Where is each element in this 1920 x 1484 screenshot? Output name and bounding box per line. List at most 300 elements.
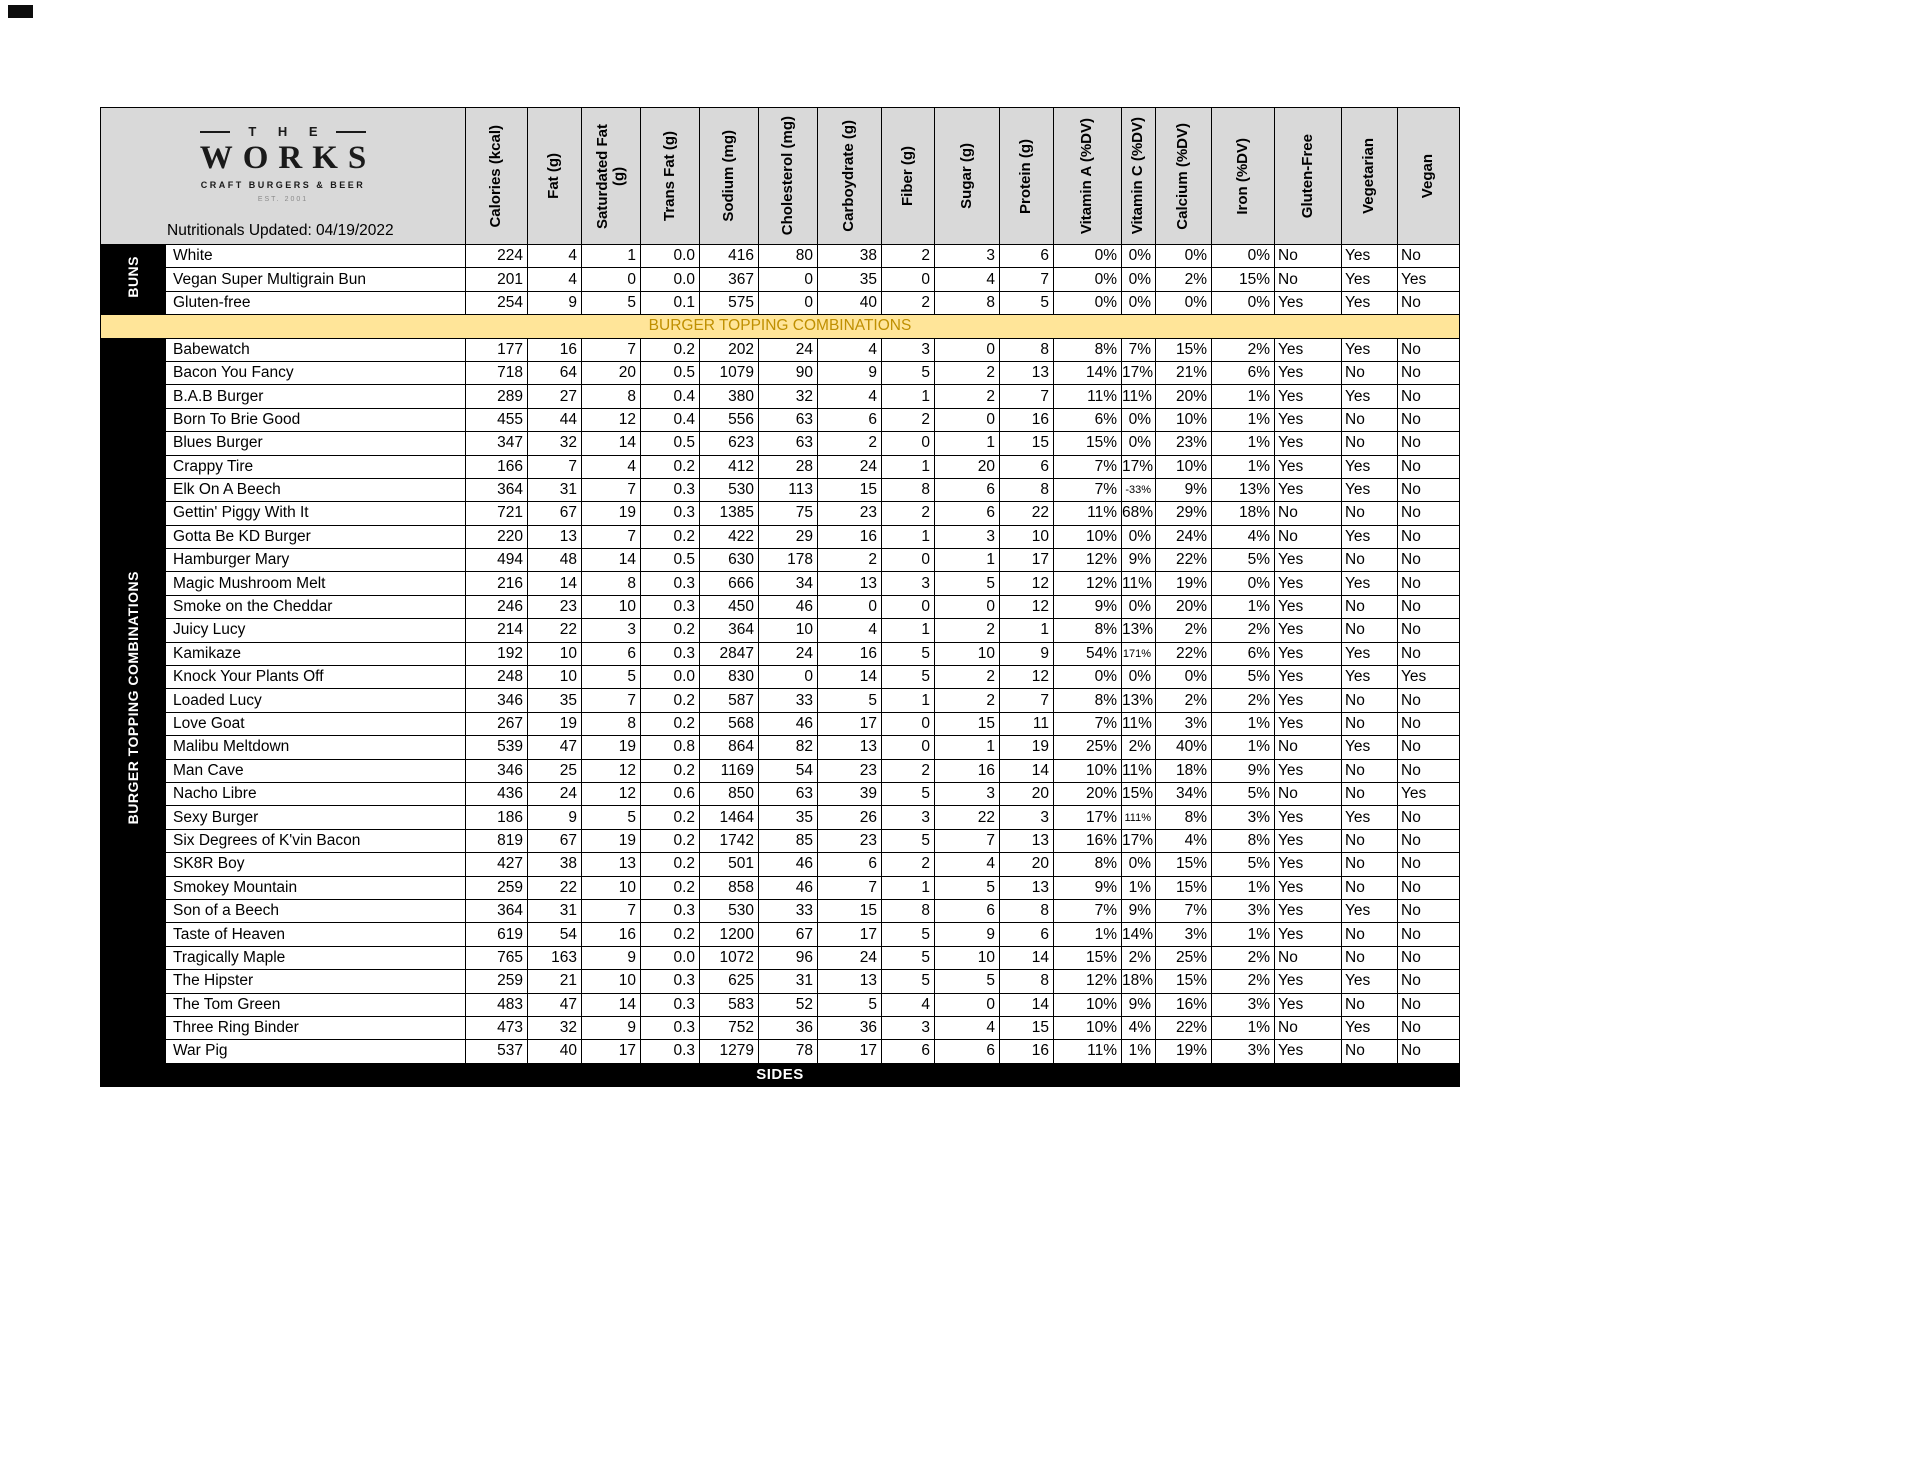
value-cell: 46 <box>759 712 818 735</box>
value-cell: 483 <box>466 993 528 1016</box>
value-cell: 3% <box>1212 1040 1275 1063</box>
value-cell: 2 <box>935 619 1000 642</box>
value-cell: 0.3 <box>641 970 700 993</box>
table-row <box>101 1016 1460 1039</box>
value-cell: 16 <box>1000 1040 1054 1063</box>
table-row <box>101 666 1460 689</box>
value-cell: 12 <box>1000 595 1054 618</box>
item-name: Loaded Lucy <box>166 689 466 712</box>
value-cell: 29% <box>1156 502 1212 525</box>
item-name: Nacho Libre <box>166 782 466 805</box>
value-cell: 0% <box>1054 291 1122 314</box>
value-cell: 346 <box>466 759 528 782</box>
value-cell: 619 <box>466 923 528 946</box>
value-cell: Yes <box>1342 572 1398 595</box>
value-cell: 0% <box>1122 595 1156 618</box>
value-cell: Yes <box>1275 619 1342 642</box>
value-cell: Yes <box>1342 666 1398 689</box>
value-cell: 7 <box>582 899 641 922</box>
value-cell: 666 <box>700 572 759 595</box>
value-cell: No <box>1398 291 1460 314</box>
value-cell: 3 <box>935 782 1000 805</box>
value-cell: 15% <box>1212 268 1275 291</box>
table-row <box>101 291 1460 314</box>
value-cell: 0.0 <box>641 245 700 268</box>
value-cell: 623 <box>700 432 759 455</box>
value-cell: 8 <box>935 291 1000 314</box>
table-row <box>101 923 1460 946</box>
value-cell: 0.3 <box>641 642 700 665</box>
item-name: War Pig <box>166 1040 466 1063</box>
value-cell: No <box>1275 502 1342 525</box>
value-cell: 0.2 <box>641 829 700 852</box>
value-cell: 5% <box>1212 549 1275 572</box>
value-cell: 15% <box>1054 432 1122 455</box>
value-cell: 10% <box>1156 408 1212 431</box>
value-cell: 3% <box>1212 899 1275 922</box>
value-cell: No <box>1342 759 1398 782</box>
item-name: B.A.B Burger <box>166 385 466 408</box>
value-cell: No <box>1398 549 1460 572</box>
table-row <box>101 993 1460 1016</box>
value-cell: 4 <box>528 268 582 291</box>
value-cell: 4% <box>1122 1016 1156 1039</box>
value-cell: 16 <box>1000 408 1054 431</box>
value-cell: 1% <box>1212 1016 1275 1039</box>
value-cell: 46 <box>759 853 818 876</box>
value-cell: 171% <box>1122 642 1156 665</box>
value-cell: -33% <box>1122 478 1156 501</box>
value-cell: No <box>1398 245 1460 268</box>
value-cell: 35 <box>818 268 882 291</box>
value-cell: 24 <box>759 642 818 665</box>
table-row <box>101 736 1460 759</box>
value-cell: 0 <box>882 595 935 618</box>
value-cell: 8 <box>1000 899 1054 922</box>
value-cell: 0 <box>935 338 1000 361</box>
column-header: Saturdated Fat (g) <box>582 108 641 245</box>
value-cell: 1% <box>1122 876 1156 899</box>
value-cell: 1 <box>935 549 1000 572</box>
value-cell: 494 <box>466 549 528 572</box>
value-cell: 224 <box>466 245 528 268</box>
value-cell: 75 <box>759 502 818 525</box>
item-name: Six Degrees of K'vin Bacon <box>166 829 466 852</box>
value-cell: 2847 <box>700 642 759 665</box>
value-cell: No <box>1342 502 1398 525</box>
value-cell: Yes <box>1275 549 1342 572</box>
value-cell: 0 <box>818 595 882 618</box>
value-cell: Yes <box>1275 759 1342 782</box>
value-cell: 14 <box>582 993 641 1016</box>
value-cell: No <box>1342 876 1398 899</box>
value-cell: 9% <box>1054 595 1122 618</box>
value-cell: Yes <box>1275 666 1342 689</box>
value-cell: 34 <box>759 572 818 595</box>
value-cell: 0.2 <box>641 455 700 478</box>
column-header: Fiber (g) <box>882 108 935 245</box>
value-cell: 0.3 <box>641 478 700 501</box>
value-cell: 5 <box>882 782 935 805</box>
value-cell: 21 <box>528 970 582 993</box>
value-cell: 6 <box>882 1040 935 1063</box>
value-cell: 18% <box>1212 502 1275 525</box>
value-cell: 20% <box>1156 385 1212 408</box>
value-cell: 8 <box>582 385 641 408</box>
value-cell: 17 <box>1000 549 1054 572</box>
value-cell: 6 <box>935 1040 1000 1063</box>
value-cell: 530 <box>700 478 759 501</box>
column-header: Vitamin C (%DV) <box>1122 108 1156 245</box>
value-cell: 20 <box>582 361 641 384</box>
value-cell: 0.4 <box>641 385 700 408</box>
table-row <box>101 689 1460 712</box>
column-header: Vitamin A (%DV) <box>1054 108 1122 245</box>
value-cell: 17% <box>1054 806 1122 829</box>
value-cell: Yes <box>1275 1040 1342 1063</box>
value-cell: 13 <box>1000 361 1054 384</box>
value-cell: 259 <box>466 876 528 899</box>
value-cell: 364 <box>466 899 528 922</box>
value-cell: 0% <box>1212 245 1275 268</box>
value-cell: 0% <box>1122 853 1156 876</box>
value-cell: Yes <box>1275 712 1342 735</box>
value-cell: 15 <box>1000 432 1054 455</box>
value-cell: 7 <box>528 455 582 478</box>
value-cell: 0.2 <box>641 712 700 735</box>
value-cell: 48 <box>528 549 582 572</box>
value-cell: No <box>1342 689 1398 712</box>
table-row <box>101 759 1460 782</box>
value-cell: 0% <box>1156 245 1212 268</box>
value-cell: 2 <box>882 245 935 268</box>
value-cell: No <box>1275 525 1342 548</box>
value-cell: Yes <box>1342 455 1398 478</box>
value-cell: 24 <box>528 782 582 805</box>
value-cell: Yes <box>1275 993 1342 1016</box>
table-row <box>101 595 1460 618</box>
brand-tagline: CRAFT BURGERS & BEER <box>200 180 366 190</box>
value-cell: 6 <box>1000 455 1054 478</box>
value-cell: 15 <box>818 478 882 501</box>
value-cell: 422 <box>700 525 759 548</box>
value-cell: 177 <box>466 338 528 361</box>
value-cell: 556 <box>700 408 759 431</box>
value-cell: 14% <box>1054 361 1122 384</box>
column-header: Cholesterol (mg) <box>759 108 818 245</box>
brand-est: EST. 2001 <box>257 196 309 203</box>
value-cell: 4 <box>818 385 882 408</box>
value-cell: 10 <box>759 619 818 642</box>
value-cell: 0.3 <box>641 993 700 1016</box>
value-cell: 10 <box>935 642 1000 665</box>
value-cell: 0.0 <box>641 946 700 969</box>
brand-works-text: WORKS <box>199 140 377 176</box>
value-cell: 7 <box>1000 689 1054 712</box>
value-cell: 19 <box>1000 736 1054 759</box>
value-cell: 9 <box>1000 642 1054 665</box>
item-name: Smokey Mountain <box>166 876 466 899</box>
value-cell: 15 <box>818 899 882 922</box>
item-name: Knock Your Plants Off <box>166 666 466 689</box>
value-cell: 11% <box>1054 1040 1122 1063</box>
value-cell: No <box>1398 385 1460 408</box>
value-cell: Yes <box>1342 736 1398 759</box>
value-cell: 1079 <box>700 361 759 384</box>
value-cell: 0% <box>1156 291 1212 314</box>
value-cell: Yes <box>1275 642 1342 665</box>
value-cell: 14 <box>1000 946 1054 969</box>
value-cell: 5 <box>582 806 641 829</box>
value-cell: 14 <box>582 432 641 455</box>
value-cell: 2 <box>882 408 935 431</box>
value-cell: Yes <box>1342 806 1398 829</box>
value-cell: Yes <box>1342 338 1398 361</box>
value-cell: 18% <box>1122 970 1156 993</box>
value-cell: No <box>1398 970 1460 993</box>
value-cell: 0.3 <box>641 1016 700 1039</box>
value-cell: 587 <box>700 689 759 712</box>
column-header: Vegan <box>1398 108 1460 245</box>
value-cell: 5% <box>1212 666 1275 689</box>
table-row <box>101 806 1460 829</box>
value-cell: 0% <box>1054 268 1122 291</box>
value-cell: 5 <box>882 923 935 946</box>
value-cell: 31 <box>759 970 818 993</box>
table-row <box>101 478 1460 501</box>
value-cell: No <box>1398 712 1460 735</box>
value-cell: No <box>1342 853 1398 876</box>
value-cell: 17% <box>1122 829 1156 852</box>
value-cell: 54 <box>759 759 818 782</box>
value-cell: 15% <box>1156 876 1212 899</box>
value-cell: Yes <box>1275 432 1342 455</box>
column-header: Calcium (%DV) <box>1156 108 1212 245</box>
value-cell: 0.2 <box>641 806 700 829</box>
value-cell: 1072 <box>700 946 759 969</box>
value-cell: No <box>1398 806 1460 829</box>
column-header: Gluten-Free <box>1275 108 1342 245</box>
value-cell: 13% <box>1122 689 1156 712</box>
value-cell: 1% <box>1122 1040 1156 1063</box>
value-cell: 1% <box>1212 455 1275 478</box>
value-cell: 0 <box>882 268 935 291</box>
value-cell: No <box>1342 946 1398 969</box>
table-row <box>101 853 1460 876</box>
value-cell: 22 <box>528 876 582 899</box>
value-cell: 19 <box>528 712 582 735</box>
value-cell: No <box>1398 899 1460 922</box>
value-cell: 11% <box>1122 712 1156 735</box>
section-label: BUNS <box>101 245 166 315</box>
value-cell: 12% <box>1054 549 1122 572</box>
value-cell: 5 <box>882 970 935 993</box>
value-cell: 1% <box>1212 923 1275 946</box>
value-cell: No <box>1342 782 1398 805</box>
value-cell: 0.5 <box>641 361 700 384</box>
value-cell: 67 <box>528 502 582 525</box>
value-cell: No <box>1342 361 1398 384</box>
item-name: Babewatch <box>166 338 466 361</box>
value-cell: 12 <box>1000 666 1054 689</box>
value-cell: 0% <box>1122 666 1156 689</box>
value-cell: 13 <box>528 525 582 548</box>
value-cell: 2% <box>1122 736 1156 759</box>
value-cell: 9% <box>1156 478 1212 501</box>
value-cell: 5 <box>935 572 1000 595</box>
value-cell: 40% <box>1156 736 1212 759</box>
value-cell: 9% <box>1122 549 1156 572</box>
value-cell: 19 <box>582 502 641 525</box>
value-cell: 22 <box>935 806 1000 829</box>
value-cell: 9 <box>582 1016 641 1039</box>
value-cell: 765 <box>466 946 528 969</box>
value-cell: 47 <box>528 993 582 1016</box>
value-cell: Yes <box>1275 689 1342 712</box>
value-cell: 63 <box>759 782 818 805</box>
value-cell: 1% <box>1212 736 1275 759</box>
value-cell: 568 <box>700 712 759 735</box>
item-name: Malibu Meltdown <box>166 736 466 759</box>
value-cell: 4 <box>582 455 641 478</box>
value-cell: Yes <box>1342 642 1398 665</box>
value-cell: 819 <box>466 829 528 852</box>
value-cell: 3 <box>882 572 935 595</box>
value-cell: Yes <box>1398 268 1460 291</box>
table-row <box>101 549 1460 572</box>
item-name: White <box>166 245 466 268</box>
value-cell: 9% <box>1122 899 1156 922</box>
table-row <box>101 245 1460 268</box>
value-cell: No <box>1342 923 1398 946</box>
value-cell: 850 <box>700 782 759 805</box>
value-cell: 15% <box>1122 782 1156 805</box>
item-name: Vegan Super Multigrain Bun <box>166 268 466 291</box>
value-cell: 1 <box>935 432 1000 455</box>
table-row <box>101 432 1460 455</box>
value-cell: 3% <box>1156 923 1212 946</box>
value-cell: 8% <box>1156 806 1212 829</box>
value-cell: 22% <box>1156 1016 1212 1039</box>
value-cell: 7% <box>1054 455 1122 478</box>
value-cell: 1464 <box>700 806 759 829</box>
value-cell: 90 <box>759 361 818 384</box>
item-name: Born To Brie Good <box>166 408 466 431</box>
value-cell: Yes <box>1275 876 1342 899</box>
value-cell: No <box>1398 572 1460 595</box>
value-cell: 15% <box>1156 853 1212 876</box>
value-cell: 5 <box>818 993 882 1016</box>
value-cell: 1% <box>1054 923 1122 946</box>
value-cell: 23 <box>818 759 882 782</box>
value-cell: 289 <box>466 385 528 408</box>
value-cell: 0.3 <box>641 502 700 525</box>
value-cell: 2% <box>1212 619 1275 642</box>
value-cell: 1% <box>1212 595 1275 618</box>
value-cell: 8% <box>1054 689 1122 712</box>
value-cell: 67 <box>759 923 818 946</box>
value-cell: 35 <box>528 689 582 712</box>
value-cell: No <box>1398 829 1460 852</box>
value-cell: 1 <box>882 525 935 548</box>
value-cell: 24 <box>759 338 818 361</box>
value-cell: 64 <box>528 361 582 384</box>
value-cell: 347 <box>466 432 528 455</box>
value-cell: 10% <box>1054 525 1122 548</box>
value-cell: 10% <box>1054 1016 1122 1039</box>
value-cell: 4% <box>1212 525 1275 548</box>
value-cell: 718 <box>466 361 528 384</box>
value-cell: 10 <box>582 970 641 993</box>
value-cell: 26 <box>818 806 882 829</box>
value-cell: 163 <box>528 946 582 969</box>
value-cell: 0% <box>1122 291 1156 314</box>
value-cell: 14 <box>818 666 882 689</box>
value-cell: 6 <box>818 408 882 431</box>
value-cell: 4 <box>935 853 1000 876</box>
value-cell: 0 <box>882 736 935 759</box>
value-cell: 246 <box>466 595 528 618</box>
table-row <box>101 455 1460 478</box>
item-name: SK8R Boy <box>166 853 466 876</box>
value-cell: 22% <box>1156 642 1212 665</box>
column-header: Protein (g) <box>1000 108 1054 245</box>
value-cell: 6% <box>1212 361 1275 384</box>
table-row <box>101 361 1460 384</box>
value-cell: 5% <box>1212 782 1275 805</box>
table-body <box>101 245 1460 1087</box>
value-cell: 7 <box>1000 268 1054 291</box>
brand-header-cell <box>101 108 466 245</box>
value-cell: 12% <box>1054 572 1122 595</box>
value-cell: 31 <box>528 899 582 922</box>
value-cell: 450 <box>700 595 759 618</box>
value-cell: 36 <box>818 1016 882 1039</box>
item-name: Magic Mushroom Melt <box>166 572 466 595</box>
value-cell: 0% <box>1212 572 1275 595</box>
value-cell: 9 <box>528 291 582 314</box>
column-header: Vegetarian <box>1342 108 1398 245</box>
value-cell: 7 <box>935 829 1000 852</box>
value-cell: 8 <box>582 712 641 735</box>
value-cell: No <box>1398 595 1460 618</box>
section-banner-row <box>101 315 1460 338</box>
item-name: Crappy Tire <box>166 455 466 478</box>
value-cell: 10 <box>582 876 641 899</box>
value-cell: 202 <box>700 338 759 361</box>
value-cell: 1% <box>1212 876 1275 899</box>
value-cell: 5 <box>935 970 1000 993</box>
value-cell: 9% <box>1122 993 1156 1016</box>
column-header: Trans Fat (g) <box>641 108 700 245</box>
value-cell: No <box>1342 1040 1398 1063</box>
value-cell: 113 <box>759 478 818 501</box>
value-cell: 29 <box>759 525 818 548</box>
value-cell: 220 <box>466 525 528 548</box>
value-cell: 0.2 <box>641 619 700 642</box>
value-cell: No <box>1342 712 1398 735</box>
value-cell: Yes <box>1275 923 1342 946</box>
value-cell: 16 <box>935 759 1000 782</box>
value-cell: No <box>1398 642 1460 665</box>
value-cell: 7% <box>1156 899 1212 922</box>
value-cell: 19% <box>1156 572 1212 595</box>
value-cell: Yes <box>1342 245 1398 268</box>
value-cell: 0 <box>935 993 1000 1016</box>
value-cell: Yes <box>1342 1016 1398 1039</box>
value-cell: 2 <box>935 666 1000 689</box>
brand-logo <box>190 124 377 203</box>
